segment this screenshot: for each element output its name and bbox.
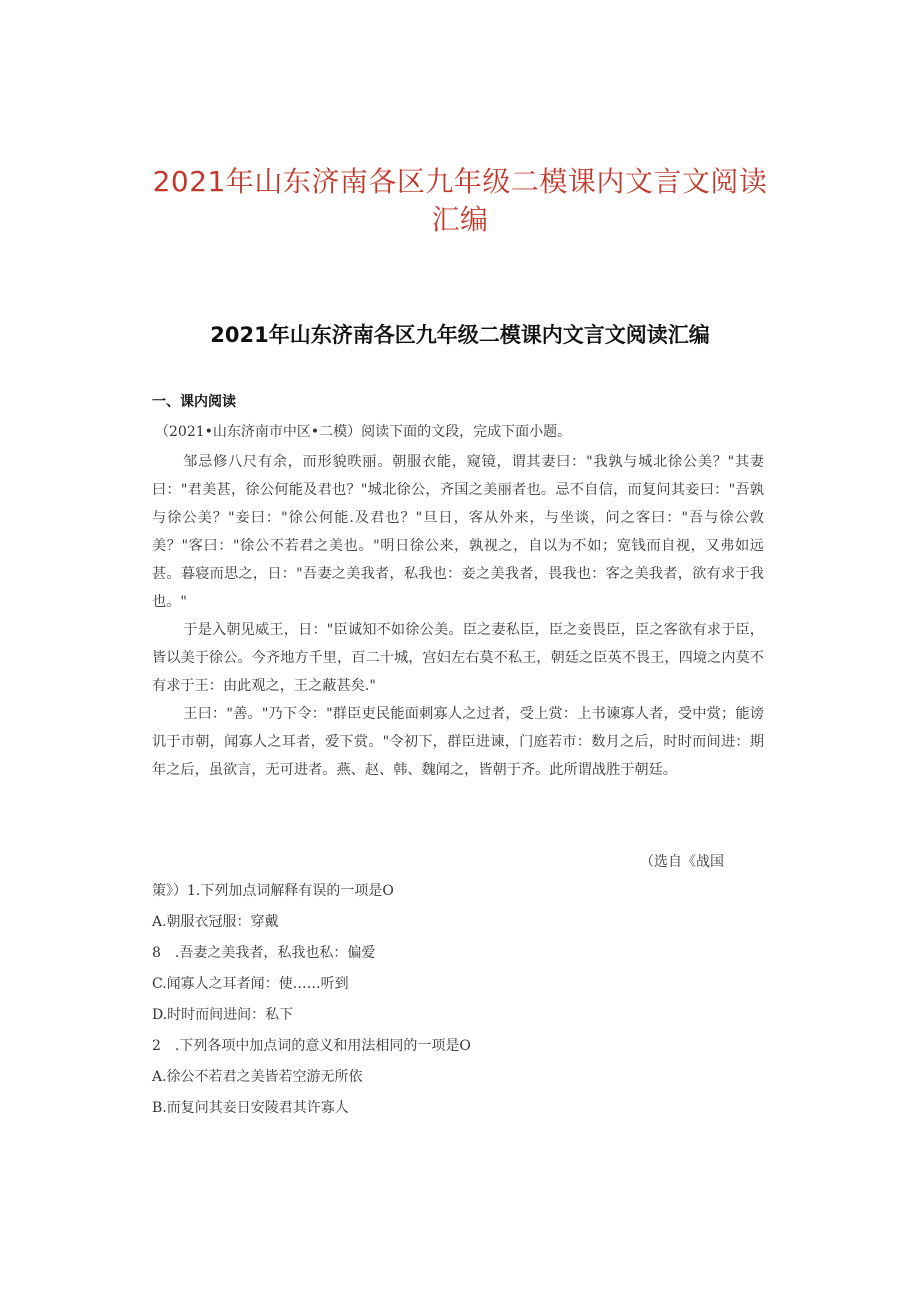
question-2-option-b: B.而复问其妾日安陵君其许寡人 xyxy=(152,1100,349,1116)
paragraph-3: 王曰："善。"乃下令："群臣吏民能面刺寡人之过者，受上赏：上书谏寡人者，受中赏；能谤讥于市朝，闻寡人之耳者，爱下赏。"令初下，群臣进谏，门庭若市：数月之后，时时而间进：期年之后，虽欲言，无可进者。燕、赵、韩、魏闻之，皆朝于齐。此所谓战胜于朝廷。 xyxy=(152,706,764,778)
title-line-2: 汇编 xyxy=(431,203,489,236)
document-subtitle: 2021年山东济南各区九年级二模课内文言文阅读汇编 xyxy=(210,323,710,347)
document-title xyxy=(150,163,770,239)
paragraph-1: 邹忌修八尺有余，而形貌昳丽。朝服衣能，窥镜，谓其妻曰："我孰与城北徐公美？"其妻曰："君美甚，徐公何能及君也？"城北徐公，齐国之美丽者也。忌不自信，而复问其妾曰："吾孰与徐公美？"妾曰："徐公何能.及君也？"旦日，客从外来，与坐谈，问之客曰："吾与徐公敦美？"客曰："徐公不若君之美也。"明日徐公来，孰视之，自以为不如；宽钱而自视，又弗如远甚。暮寝而思之，日："吾妻之美我者，私我也：妾之美我者，畏我也：客之美我者，欲有求于我也。" xyxy=(152,454,764,610)
question-1: 策》）1.下列加点词解释有误的一项是O xyxy=(152,883,394,899)
question-2-option-a: A.徐公不若君之美皆若空游无所依 xyxy=(152,1069,363,1085)
question-1-option-a: A.朝服衣冠服：穿戴 xyxy=(152,914,279,930)
question-1-option-b: 8 .吾妻之美我者，私我也私：偏爱 xyxy=(152,945,376,961)
question-list xyxy=(152,877,471,1122)
source-note: （2021•山东济南市中区•二模）阅读下面的文段，完成下面小题。 xyxy=(155,424,572,440)
question-1-option-c: C.闻寡人之耳者闻：使……听到 xyxy=(152,976,349,992)
title-line-1: 2021年山东济南各区九年级二模课内文言文阅读 xyxy=(152,165,768,198)
question-1-option-d: D.时时而间进间：私下 xyxy=(152,1007,294,1023)
citation: （选自《战国 xyxy=(640,854,724,870)
section-heading: 一、课内阅读 xyxy=(152,394,236,410)
paragraph-2: 于是入朝见威王，日："臣诚知不如徐公美。臣之妻私臣，臣之妾畏臣，臣之客欲有求于臣，皆以美于徐公。今齐地方千里，百二十城，宫妇左右莫不私王，朝廷之臣英不畏王，四境之内莫不有求于王：由此观之，王之蔽甚矣." xyxy=(152,622,764,694)
classical-text xyxy=(152,448,764,784)
question-2: 2 .下列各项中加点词的意义和用法相同的一项是O xyxy=(152,1038,471,1054)
